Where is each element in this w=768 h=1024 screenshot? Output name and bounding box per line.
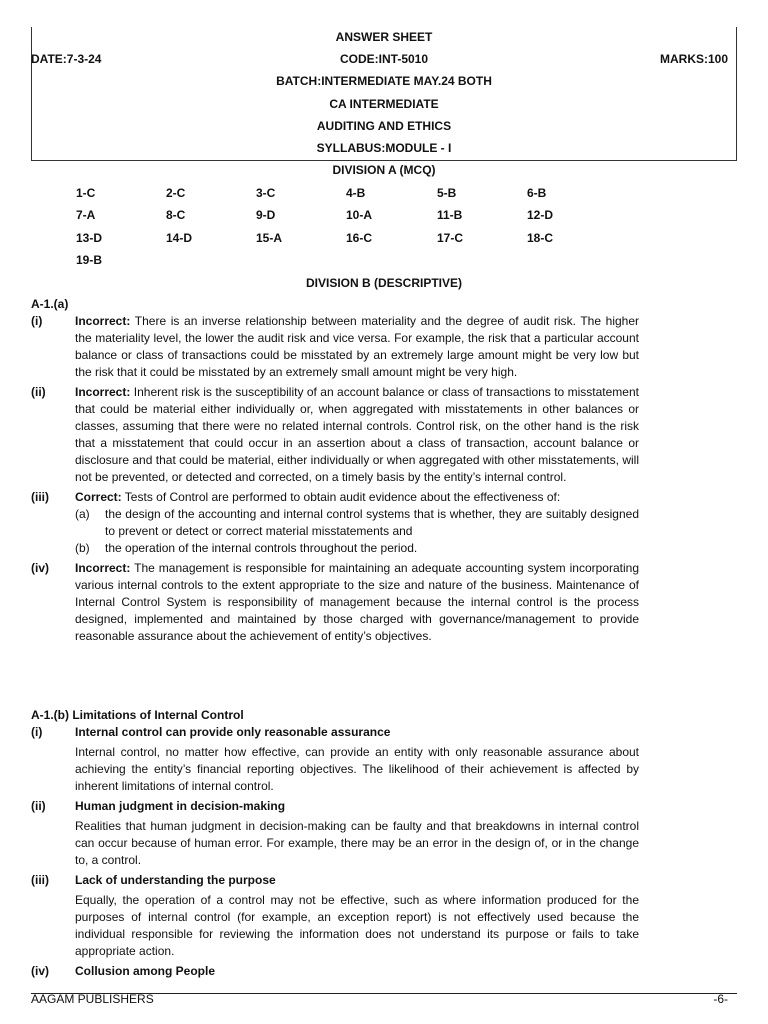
item-number: (iv): [31, 561, 49, 575]
division-b-title: DIVISION B (DESCRIPTIVE): [305, 276, 463, 290]
a1b-title: Limitations of Internal Control: [72, 708, 244, 722]
answer-sheet-title: ANSWER SHEET: [335, 30, 433, 44]
limitation-title: Internal control can provide only reasonable assurance: [75, 725, 391, 739]
item-number: (iii): [31, 873, 49, 887]
limitation-text: Equally, the operation of a control may not be effective, such as where information produced for the purposes of internal control (for example, an exception report) is not effectively used because the individual responsible for reviewing the information does not understand its purpose or fails to take appropriate action.: [75, 893, 639, 958]
limitation-title: Collusion among People: [75, 964, 216, 978]
sub-point-label: (b): [75, 541, 90, 555]
mcq-answer: 8-C: [166, 208, 186, 222]
mcq-answer: 6-B: [527, 186, 547, 200]
limitation-item: [31, 724, 639, 795]
mcq-answer: 9-D: [256, 208, 276, 222]
course-label: CA INTERMEDIATE: [329, 97, 439, 111]
a1a-label: A-1.(a): [31, 297, 69, 311]
item-number: (i): [31, 725, 43, 739]
division-b-part-a: [31, 296, 639, 645]
limitation-text: Realities that human judgment in decision-making can be faulty and that breakdowns in internal control can occur because of human error. For example, there may be an error in the design of, or in the change to, a control.: [75, 819, 639, 867]
sub-point: [75, 540, 639, 557]
page-number: -6-: [713, 992, 728, 1006]
publisher-name: AAGAM PUBLISHERS: [31, 992, 154, 1006]
item-verdict: Incorrect:: [75, 314, 131, 328]
mcq-answer: 2-C: [166, 186, 186, 200]
mcq-answer: 12-D: [527, 208, 554, 222]
mcq-answer: 19-B: [76, 253, 103, 267]
mcq-answer: 1-C: [76, 186, 96, 200]
item-number: (ii): [31, 385, 46, 399]
item-verdict: Incorrect:: [75, 385, 131, 399]
a1b-heading: [31, 707, 639, 724]
sub-point-label: (a): [75, 507, 90, 521]
limitation-item: [31, 963, 639, 980]
item-text: There is an inverse relationship between materiality and the degree of audit risk. The higher the materiality level, the lower the audit risk and vice versa. For example, the risk that a particular account balance or class of transactions could be misstated by an extremely large amount might be very low but the risk that it could be misstated by an extremely small amount might be very high.: [75, 314, 639, 379]
mcq-answer: 7-A: [76, 208, 96, 222]
division-b-part-b: [31, 707, 639, 980]
mcq-answer: 3-C: [256, 186, 276, 200]
item-number: (iv): [31, 964, 49, 978]
item-text: Tests of Control are performed to obtain audit evidence about the effectiveness of:: [121, 490, 561, 504]
mcq-answer: 4-B: [346, 186, 366, 200]
answer-item: [31, 560, 639, 645]
item-verdict: Correct:: [75, 490, 122, 504]
item-text: Inherent risk is the susceptibility of an account balance or class of transactions to misstatement that could be material either individually or, when aggregated with misstatements in other balances or classes, assuming that there were no related internal controls. Control risk, on the other hand is the risk that a misstatement that could occur in an assertion about a class of transaction, account balance or disclosure and that could be material, either individually or when aggregated with other misstatements, will not be prevented, or detected and corrected, on a timely basis by the entity’s internal control.: [75, 385, 639, 484]
limitation-item: [31, 798, 639, 869]
answer-item: [31, 384, 639, 486]
item-number: (ii): [31, 799, 46, 813]
division-a-title: DIVISION A (MCQ): [332, 163, 436, 177]
mcq-answer: 13-D: [76, 231, 103, 245]
mcq-answer: 10-A: [346, 208, 373, 222]
a1b-label: A-1.(b): [31, 708, 69, 722]
limitation-text: Internal control, no matter how effective, can provide an entity with only reasonable assurance about achieving the entity’s financial reporting objectives. The likelihood of their achievement is affected by inherent limitations of internal control.: [75, 745, 639, 793]
mcq-answer: 14-D: [166, 231, 193, 245]
mcq-answer: 16-C: [346, 231, 373, 245]
limitation-title: Lack of understanding the purpose: [75, 873, 276, 887]
mcq-answer: 15-A: [256, 231, 283, 245]
item-text: The management is responsible for maintaining an adequate accounting system incorporating various internal controls to the extent appropriate to the size and nature of the business. Maintenance of Internal Control System is responsibility of management because the internal control is the process designed, implemented and maintained by those charged with governance/management to provide reasonable assurance about the achievement of entity’s objectives.: [75, 561, 639, 643]
sub-point: [75, 506, 639, 540]
sub-point-text: the design of the accounting and internal control systems that is whether, they are suitably designed to prevent or detect or correct material misstatements and: [105, 507, 639, 538]
limitation-title: Human judgment in decision-making: [75, 799, 286, 813]
mcq-answer: 11-B: [437, 208, 463, 222]
mcq-answer: 17-C: [437, 231, 464, 245]
answer-item: [31, 489, 639, 557]
code-label: CODE:INT-5010: [339, 52, 429, 66]
item-number: (i): [31, 314, 43, 328]
subject-label: AUDITING AND ETHICS: [316, 119, 452, 133]
marks-label: MARKS:100: [659, 52, 728, 66]
limitation-item: [31, 872, 639, 960]
item-verdict: Incorrect:: [75, 561, 131, 575]
syllabus-label: SYLLABUS:MODULE - I: [316, 141, 452, 155]
mcq-answer: 5-B: [437, 186, 457, 200]
batch-label: BATCH:INTERMEDIATE MAY.24 BOTH: [276, 74, 492, 88]
answer-item: [31, 313, 639, 381]
mcq-answer: 18-C: [527, 231, 554, 245]
sub-point-text: the operation of the internal controls throughout the period.: [105, 541, 418, 555]
date-label: DATE:7-3-24: [31, 52, 102, 66]
item-number: (iii): [31, 490, 49, 504]
